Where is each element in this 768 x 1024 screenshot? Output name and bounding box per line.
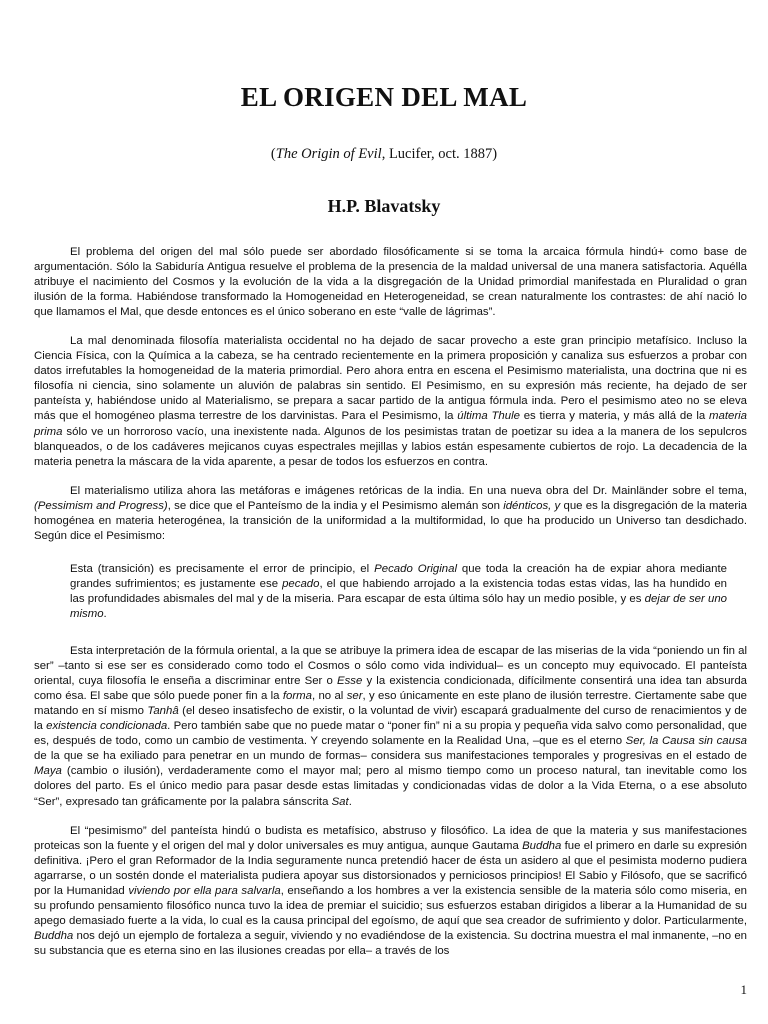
paragraph-text: fue el primero en darle su expresión definitiva. ¡Pero el gran Reformador de la India seguramente nunca pretendió hacer de ésta un asidero al que el pesimista moderno pudiera agarrarse, o un sostén donde el materialista pudiera apoyar sus distorsionados y perniciosos principios! El Sabio y Filósofo, que se sacrificó por la Humanidad <box>34 839 747 897</box>
italic-text: Esse <box>336 675 363 688</box>
paragraph-text: , enseñando a los hombres a ver la existencia sensible de la materia sólo como miseria, en su profundo pensamiento filosófico nunca tuvo la idea de premiar el suicidio; sus esfuerzos estaban dirigidos a liberar a la Humanidad de su apego demasiado fuerte a la vida, lo cual es la causa principal del egoísmo, de aquí que sea creador de sufrimiento y dolor. Particularmente, <box>34 884 747 927</box>
italic-text: pecado <box>282 577 320 590</box>
italic-text: Buddha <box>34 929 74 942</box>
paragraph-text: , no al <box>311 690 347 703</box>
paragraph-text: El materialismo utiliza ahora las metáforas e imágenes retóricas de la india. En una nueva obra del Dr. Mainländer sobre el tema, <box>70 484 747 497</box>
subtitle-open: ( <box>270 146 276 162</box>
paragraph-text: . Pero también sabe que no puede matar o “poner fin” ni a su propia y pequeña vida salvo como personalidad, que es, después de todo, como un cambio de vestimenta. Y creyendo solamente en la Realidad Una, –que es el eterno <box>34 720 747 748</box>
document-title: EL ORIGEN DEL MAL <box>240 82 528 112</box>
page-number: 1 <box>740 982 747 997</box>
body-paragraph <box>34 245 747 320</box>
italic-text: Tanhâ <box>147 705 179 718</box>
body-paragraph <box>34 484 747 544</box>
italic-text: existencia condicionada <box>46 720 168 733</box>
italic-text: Pecado Original <box>374 562 457 575</box>
paragraph-text: Esta interpretación de la fórmula oriental, a la que se atribuye la primera idea de escapar de las miserias de la vida “poniendo un fin al ser” –tanto si ese ser es considerado como todo el Cosmos o sólo como vida individual– es un concepto muy equivocado. El panteísta oriental, cuya filosofía le enseña a discriminar entre Ser o <box>34 645 747 688</box>
paragraph-text: El “pesimismo” del panteísta hindú o budista es metafísico, abstruso y filosófico. La idea de que la materia y sus manifestaciones proteicas son la fuente y el origen del mal y dolor universales es muy antigua, aunque Gautama <box>34 824 747 852</box>
body-paragraph <box>34 644 747 810</box>
paragraph-text: (cambio o ilusión), verdaderamente como el mayor mal; pero al mismo tiempo como un proceso natural, tan inevitable como los dolores del parto. Es el único medio para pasar desde estas limitadas y condicionadas vidas de dolor a la Vida Eterna, o a ese absoluto “Ser”, expresado tan gráficamente por la palabra sánscrita <box>34 765 747 808</box>
italic-text: Maya <box>34 765 62 778</box>
subtitle-source: , Lucifer, oct. 1887) <box>381 146 498 162</box>
paragraph-text: . <box>103 607 107 620</box>
paragraph-text: , se dice que el Panteísmo de la india y el Pesimismo alemán son <box>167 499 504 512</box>
italic-text: Sat <box>331 795 349 808</box>
italic-text: última Thule <box>457 410 520 423</box>
italic-text: Ser, la Causa sin causa <box>625 735 747 748</box>
italic-text: viviendo por ella para salvarla <box>128 884 281 897</box>
paragraph-text: , el que habiendo arrojado a la existencia todas estas vidas, las ha hundido en las profundidades abismales del mal y de la miseria. Para escapar de esta última sólo hay un medio posible, y es <box>70 577 727 605</box>
paragraph-text: , y eso únicamente en este plano de ilusión terrestre. Ciertamente sabe que matando en sí mismo <box>34 690 747 718</box>
body-paragraph <box>34 334 747 469</box>
paragraph-text: es tierra y materia, y más allá de la <box>519 410 710 423</box>
document-subtitle <box>0 146 768 163</box>
paragraph-text: Esta (transición) es precisamente el error de principio, el <box>70 562 375 575</box>
paragraph-text: nos dejó un ejemplo de fortaleza a seguir, viviendo y no evadiéndose de la existencia. Su doctrina muestra el mal inmanente, –no en su substancia que es eterna sino en las ilusiones creadas por ella– a través de los <box>34 929 747 957</box>
paragraph-text: y la existencia condicionada, difícilmente consentirá una idea tan absurda como ésa. El sabe que sólo puede poner fin a la <box>34 675 747 703</box>
document-author: H.P. Blavatsky <box>327 196 441 216</box>
body-paragraph <box>34 824 747 959</box>
italic-text: Buddha <box>522 839 562 852</box>
paragraph-text: La mal denominada filosofía materialista occidental no ha dejado de sacar provecho a este gran principio metafísico. Incluso la Ciencia Física, con la Química a la cabeza, se ha centrado recientemente en la primera proposición y canaliza sus esfuerzos a probar con datos irrefutables la homogeneidad de la materia primordial. Pero ahora entra en escena el Pesimismo materialista, una doctrina que ni es filosofía ni ciencia, sino solamente un aluvión de palabras sin sentido. El Pesimismo, en su expresión más reciente, ha dejado de ser panteísta y, habiéndose unido al Materialismo, se prepara a sacar partido de la antigua fórmula inda. Pero el pesimismo ateo no se eleva más que el homogéneo plasma terrestre de los darvinistas. Para el Pesimismo, la <box>34 335 747 423</box>
paragraph-text: de la que se ha exiliado para penetrar en un mundo de formas– considera sus manifestaciones temporales y progresivas en el estado de <box>34 750 747 763</box>
block-quote <box>70 562 727 622</box>
italic-text: idénticos, y <box>503 499 561 512</box>
document-body <box>34 245 747 973</box>
italic-text: materia prima <box>34 410 747 438</box>
paragraph-text: El problema del origen del mal sólo puede ser abordado filosóficamente si se toma la arcaica fórmula hindú+ como base de argumentación. Sólo la Sabiduría Antigua resuelve el problema de la presencia de la maldad universal de una manera satisfactoria. Aquélla atribuye el nacimiento del Cosmos y la evolución de la vida a la disgregación de la Unidad primordial manifestada en Pluralidad o gran ilusión de la forma. Habiéndose transformado la Homogeneidad en Heterogeneidad, se crean naturalmente los contrastes: de ahí nació lo que llamamos el Mal, que desde entonces es el único soberano en este “valle de lágrimas”. <box>34 246 747 319</box>
italic-text: dejar de ser uno mismo <box>70 592 727 620</box>
italic-text: (Pessimism and Progress) <box>34 499 168 512</box>
paragraph-text: que toda la creación ha de expiar ahora mediante grandes sufrimientos; es justamente ese <box>70 562 727 590</box>
paragraph-text: sólo ve un horroroso vacío, una inexistente nada. Algunos de los pesimistas tratan de poetizar su idea a la manera de los sepulcros blanqueados, o de los cadáveres mejicanos cuyas espectrales mejillas y labios están espesamente cubiertos de rojo. La decadencia de la materia penetra la máscara de la vida aparente, a pesar de todos los esfuerzos en contra. <box>34 425 747 468</box>
paragraph-text: que es la disgregación de la materia homogénea en materia heterogénea, la transición de la uniformidad a la multiformidad, lo que ha producido un Universo tan desdichado. Según dice el Pesimismo: <box>34 499 748 542</box>
subtitle-work-title: The Origin of Evil <box>275 146 382 162</box>
paragraph-text: (el deseo insatisfecho de existir, o la voluntad de vivir) escapará gradualmente del curso de renacimientos y de la <box>34 705 747 733</box>
italic-text: ser <box>346 690 363 703</box>
paragraph-text: . <box>348 795 352 808</box>
italic-text: forma <box>282 690 312 703</box>
